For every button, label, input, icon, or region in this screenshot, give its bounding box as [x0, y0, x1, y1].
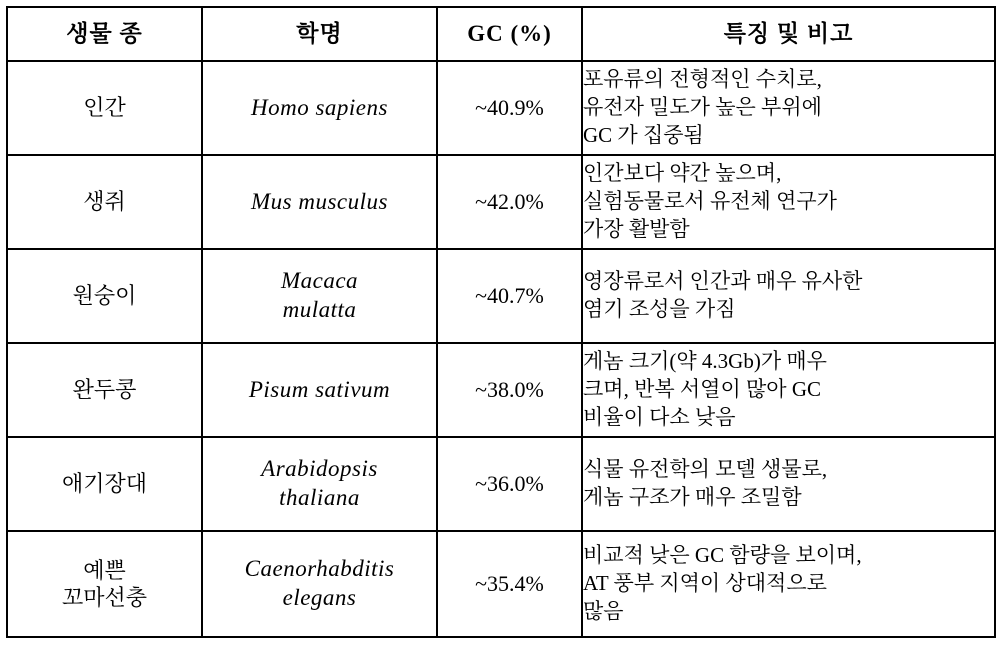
gc-content-table: [6, 6, 996, 638]
species-line: 완두콩: [72, 377, 137, 403]
notes-line: AT 풍부 지역이 상대적으로: [583, 571, 827, 596]
table-row: [7, 343, 995, 437]
notes-line: 유전자 밀도가 높은 부위에: [583, 95, 822, 120]
cell-latin-name: [202, 437, 437, 531]
cell-gc-value: ~35.4%: [437, 531, 582, 637]
notes-line: 많음: [583, 598, 624, 623]
cell-gc-value: ~40.7%: [437, 249, 582, 343]
notes-line: 실험동물로서 유전체 연구가: [583, 189, 837, 214]
latin-line: Mus musculus: [251, 188, 388, 214]
notes-line: GC 가 집중됨: [583, 122, 704, 147]
column-header-latin-name-label: 학명: [296, 21, 343, 47]
notes-line: 식물 유전학의 모델 생물로,: [583, 457, 828, 482]
cell-gc-value: ~38.0%: [437, 343, 582, 437]
latin-line: Macaca: [280, 268, 359, 294]
cell-species: [7, 343, 202, 437]
column-header-notes: [582, 7, 995, 61]
notes-line: 영장류로서 인간과 매우 유사한: [583, 269, 863, 294]
cell-latin-name: [202, 61, 437, 155]
cell-notes: [582, 531, 995, 637]
notes-line: 가장 활발함: [583, 216, 690, 241]
species-line: 애기장대: [61, 471, 147, 497]
species-line: 원숭이: [72, 283, 137, 309]
cell-notes: [582, 249, 995, 343]
cell-species: [7, 249, 202, 343]
table-row: [7, 531, 995, 637]
cell-species: [7, 437, 202, 531]
species-line: 생쥐: [83, 189, 126, 215]
cell-latin-name: [202, 343, 437, 437]
cell-latin-name: [202, 155, 437, 249]
column-header-gc-percent-label: GC (%): [467, 21, 552, 47]
cell-gc-value: ~40.9%: [437, 61, 582, 155]
table-header-row: [7, 7, 995, 61]
cell-latin-name: [202, 531, 437, 637]
cell-gc-value: ~42.0%: [437, 155, 582, 249]
species-line: 꼬마선충: [61, 585, 147, 610]
latin-line: Caenorhabditis: [244, 556, 395, 582]
column-header-notes-label: 특징 및 비고: [723, 21, 854, 47]
table-header: [7, 7, 995, 61]
column-header-species-label: 생물 종: [66, 21, 143, 47]
table-body: [7, 61, 995, 637]
table-row: [7, 249, 995, 343]
cell-notes: [582, 343, 995, 437]
cell-species: [7, 61, 202, 155]
notes-line: 게놈 크기(약 4.3Gb)가 매우: [583, 349, 827, 374]
latin-line: Pisum sativum: [248, 376, 391, 402]
species-line: 인간: [83, 95, 126, 121]
cell-gc-value: ~36.0%: [437, 437, 582, 531]
table-row: [7, 155, 995, 249]
cell-notes: [582, 155, 995, 249]
notes-line: 크며, 반복 서열이 많아 GC: [583, 377, 821, 402]
latin-line: thaliana: [279, 485, 360, 510]
notes-line: 인간보다 약간 높으며,: [583, 161, 782, 186]
species-line: 예쁜: [83, 557, 126, 583]
column-header-gc-percent: [437, 7, 582, 61]
table-row: [7, 437, 995, 531]
notes-line: 게놈 구조가 매우 조밀함: [583, 485, 802, 509]
latin-line: elegans: [282, 585, 357, 610]
latin-line: mulatta: [282, 297, 357, 322]
cell-species: [7, 531, 202, 637]
column-header-species: [7, 7, 202, 61]
latin-line: Homo sapiens: [251, 94, 388, 120]
cell-species: [7, 155, 202, 249]
notes-line: 비교적 낮은 GC 함량을 보이며,: [583, 543, 862, 568]
cell-notes: [582, 61, 995, 155]
table-row: [7, 61, 995, 155]
notes-line: 염기 조성을 가짐: [583, 297, 736, 321]
cell-latin-name: [202, 249, 437, 343]
notes-line: 비율이 다소 낮음: [583, 404, 736, 429]
column-header-latin-name: [202, 7, 437, 61]
latin-line: Arabidopsis: [261, 456, 378, 482]
cell-notes: [582, 437, 995, 531]
notes-line: 포유류의 전형적인 수치로,: [583, 67, 822, 92]
